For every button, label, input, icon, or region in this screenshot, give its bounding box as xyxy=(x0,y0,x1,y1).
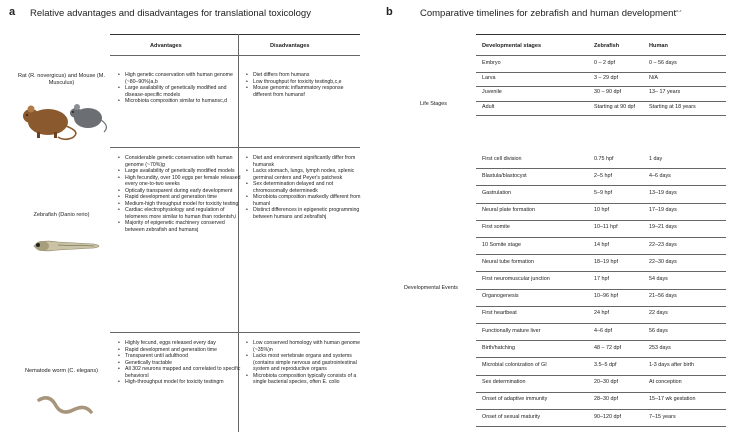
zebrafish-cell: 10–96 hpf xyxy=(594,293,618,300)
zebrafish-disadvantages-list xyxy=(245,155,363,220)
stage-cell: First neuromuscular junction xyxy=(482,276,550,282)
row-divider-2 xyxy=(110,332,360,333)
zebrafish-cell: 5–9 hpf xyxy=(594,190,612,196)
rat-mouse-illustration xyxy=(22,92,110,142)
zebrafish-advantages-list xyxy=(117,155,241,234)
panel-a-title: Relative advantages and disadvantages for translational toxicology xyxy=(30,8,311,19)
dev-events-group-label: Developmental Events xyxy=(404,285,458,291)
mouse-icon xyxy=(70,104,106,132)
advantages-header: Advantages xyxy=(150,43,182,49)
stage-cell: Blastula/blastocyst xyxy=(482,172,527,179)
list-item: • High-throughput model for toxicity testingm xyxy=(125,379,241,386)
list-item: • Microbiota composition similar to humansc,d xyxy=(125,98,241,105)
list-item: • High genetic conservation with human genome (~80–90%)a,b xyxy=(125,72,241,85)
stage-cell: Onset of adaptive immunity xyxy=(482,396,548,403)
table-row-divider xyxy=(476,220,726,221)
panel-a-letter: a xyxy=(9,6,16,18)
zebrafish-illustration xyxy=(28,236,108,256)
list-item: • High fecundity, over 100 eggs per female released every one-to-two weeks xyxy=(125,175,241,188)
row-divider-1 xyxy=(110,147,360,148)
human-cell: N/A xyxy=(649,74,658,81)
zebrafish-cell: 10 hpf xyxy=(594,207,609,214)
stage-cell: Neural plate formation xyxy=(482,207,536,214)
zebrafish-cell: 3.5–5 dpf xyxy=(594,362,617,368)
list-item: • Large availability of genetically modified models xyxy=(125,168,241,175)
zebrafish-cell: 17 hpf xyxy=(594,276,609,282)
table-row-divider xyxy=(476,86,726,87)
human-cell: 22–30 days xyxy=(649,258,677,265)
zebrafish-cell: 24 hpf xyxy=(594,310,609,317)
human-cell: 15–17 wk gestation xyxy=(649,396,696,403)
table-row-divider xyxy=(476,168,726,169)
nematode-icon xyxy=(39,398,91,412)
table-row-divider xyxy=(476,409,726,410)
nematode-advantages-list xyxy=(117,340,241,386)
zebrafish-cell: 0.75 hpf xyxy=(594,155,614,162)
zebrafish-cell: 14 hpf xyxy=(594,241,609,248)
list-item: • Microbiota composition typically consists of a single bacterial species, often E. colio xyxy=(253,373,363,386)
human-cell: 17–19 days xyxy=(649,207,677,214)
list-item: • Majority of epigenetic machinery conserved between zebrafish and humansj xyxy=(125,220,241,233)
stage-cell: Neural tube formation xyxy=(482,258,534,265)
stage-cell: 10 Somite stage xyxy=(482,241,521,248)
human-cell: 253 days xyxy=(649,344,671,351)
human-cell: 13– 17 years xyxy=(649,89,681,96)
zebrafish-cell: 18–19 hpf xyxy=(594,258,618,265)
zebrafish-cell: 0 – 2 dpf xyxy=(594,60,615,67)
table-row-divider xyxy=(476,254,726,255)
human-cell: 0 – 56 days xyxy=(649,60,677,67)
list-item: • Lacks most vertebrate organs and systems (contains simple nervous and gastrointestinal system and reproductive organs xyxy=(253,353,363,373)
list-item: • Rapid development and generation time xyxy=(125,194,241,201)
panel-b-title: Comparative timelines for zebrafish and human development$^{o-r}$ xyxy=(420,8,682,19)
rodent-advantages-list xyxy=(117,72,241,105)
list-item: • All 302 neurons mapped and correlated to specific behaviorsl xyxy=(125,366,241,379)
human-cell: 56 days xyxy=(649,327,668,334)
table-row-divider xyxy=(476,185,726,186)
zebrafish-cell: 20–30 dpf xyxy=(594,379,618,386)
stage-cell: Gastrulation xyxy=(482,190,512,196)
zebrafish-icon xyxy=(34,241,99,251)
human-cell: 21–56 days xyxy=(649,293,677,300)
stage-cell: Juvenile xyxy=(482,89,502,96)
nematode-illustration xyxy=(35,392,95,422)
stage-cell: Larva xyxy=(482,74,496,81)
rat-icon xyxy=(23,106,76,140)
list-item: • Mouse genomic inflammatory response different from humansf xyxy=(253,85,363,98)
stage-cell: Embryo xyxy=(482,60,501,67)
human-cell: 13–19 days xyxy=(649,190,677,196)
zebrafish-cell: 90–120 dpf xyxy=(594,413,621,420)
stage-cell: First heartbeat xyxy=(482,310,517,317)
stage-cell: Organogenesis xyxy=(482,293,519,300)
rodent-disadvantages-list xyxy=(245,72,363,98)
human-cell: At conception xyxy=(649,379,682,386)
zebrafish-cell: 4–6 dpf xyxy=(594,327,612,334)
table-row-divider xyxy=(476,271,726,272)
list-item: • Large availability of genetically modified and disease-specific models xyxy=(125,85,241,98)
table-row-divider xyxy=(476,340,726,341)
list-item: • Considerable genetic conservation with human genome (~70%)g xyxy=(125,155,241,168)
human-cell: 22–23 days xyxy=(649,241,677,248)
stage-cell: Sex determination xyxy=(482,379,526,386)
stage-cell: Microbial colonization of GI xyxy=(482,362,547,368)
human-cell: 7–15 years xyxy=(649,413,676,420)
human-cell: Starting at 18 years xyxy=(649,103,696,110)
panel-b-top-rule xyxy=(476,34,726,35)
table-row-divider xyxy=(476,357,726,358)
list-item: • Sex determination delayed and not chromosomally determinedk xyxy=(253,181,363,194)
panel-b-header-rule xyxy=(476,55,726,56)
table-row-divider xyxy=(476,323,726,324)
nematode-disadvantages-list xyxy=(245,340,363,386)
stage-cell: Onset of sexual maturity xyxy=(482,413,541,420)
list-item: • Genetically tractable xyxy=(125,360,241,367)
stage-cell: Adult xyxy=(482,103,495,110)
zebrafish-cell: Starting at 90 dpf xyxy=(594,103,636,110)
life-stages-group-label: Life Stages xyxy=(420,101,447,107)
zebrafish-cell: 10–11 hpf xyxy=(594,224,618,231)
human-cell: 54 days xyxy=(649,276,668,282)
stage-header: Developmental stages xyxy=(482,43,542,49)
list-item: • Optically transparent during early development xyxy=(125,188,241,195)
table-row-divider xyxy=(476,203,726,204)
list-item: • Medium-high throughput model for toxicity testing xyxy=(125,201,241,208)
human-header: Human xyxy=(649,43,668,49)
human-cell: 1 day xyxy=(649,155,663,162)
zebrafish-cell: 48 – 72 dpf xyxy=(594,344,621,351)
list-item: • Transparent until adulthood xyxy=(125,353,241,360)
list-item: • Rapid development and generation time xyxy=(125,347,241,354)
disadvantages-header: Disadvantages xyxy=(270,43,310,49)
list-item: • Distinct differences in epigenetic programming between humans and zebrafishj xyxy=(253,207,363,220)
zebrafish-cell: 28–30 dpf xyxy=(594,396,618,403)
list-item: • Highly fecund, eggs released every day xyxy=(125,340,241,347)
table-row-divider xyxy=(476,237,726,238)
list-item: • Lacks stomach, lungs, lymph nodes, splenic germinal centers and Peyer's patchesk xyxy=(253,168,363,181)
list-item: • Microbiota composition markedly different from humanl xyxy=(253,194,363,207)
list-item: • Low throughput for toxicity testingb,c,e xyxy=(253,79,363,86)
zebrafish-cell: 2–5 hpf xyxy=(594,172,612,179)
human-cell: 1-3 days after birth xyxy=(649,362,694,368)
panel-a-header-rule xyxy=(110,55,360,56)
table-row-divider xyxy=(476,101,726,102)
stage-cell: First somite xyxy=(482,224,510,231)
list-item: • Diet and environment significantly differ from humansk xyxy=(253,155,363,168)
table-row-divider xyxy=(476,375,726,376)
list-item: • Cardiac electrophysiology and regulation of telomeres more similar to human than rodentsh,i xyxy=(125,207,241,220)
list-item: • Low conserved homology with human genome (~35%)n xyxy=(253,340,363,353)
table-row-divider xyxy=(476,115,726,116)
human-cell: 19–21 days xyxy=(649,224,677,231)
stage-cell: Functionally mature liver xyxy=(482,327,541,334)
zebrafish-cell: 30 – 90 dpf xyxy=(594,89,621,96)
human-cell: 4–6 days xyxy=(649,172,671,179)
organism-label-zebrafish: Zebrafish (Danio rerio) xyxy=(33,212,90,218)
table-row-divider xyxy=(476,306,726,307)
table-row-divider xyxy=(476,392,726,393)
table-row-divider xyxy=(476,426,726,427)
table-row-divider xyxy=(476,72,726,73)
human-cell: 22 days xyxy=(649,310,668,317)
organism-label-rodent: Rat (R. novergicus) and Mouse (M. Musculus) xyxy=(17,73,106,86)
stage-cell: Birth/hatching xyxy=(482,344,515,351)
zebrafish-header: Zebrafish xyxy=(594,43,620,49)
zebrafish-cell: 3 – 29 dpf xyxy=(594,74,618,81)
stage-cell: First cell division xyxy=(482,155,522,162)
table-row-divider xyxy=(476,289,726,290)
organism-label-nematode: Nematode worm (C. elegans) xyxy=(24,368,99,374)
list-item: • Diet differs from humans xyxy=(253,72,363,79)
panel-a-top-rule xyxy=(110,34,360,35)
panel-b-letter: b xyxy=(386,6,393,18)
